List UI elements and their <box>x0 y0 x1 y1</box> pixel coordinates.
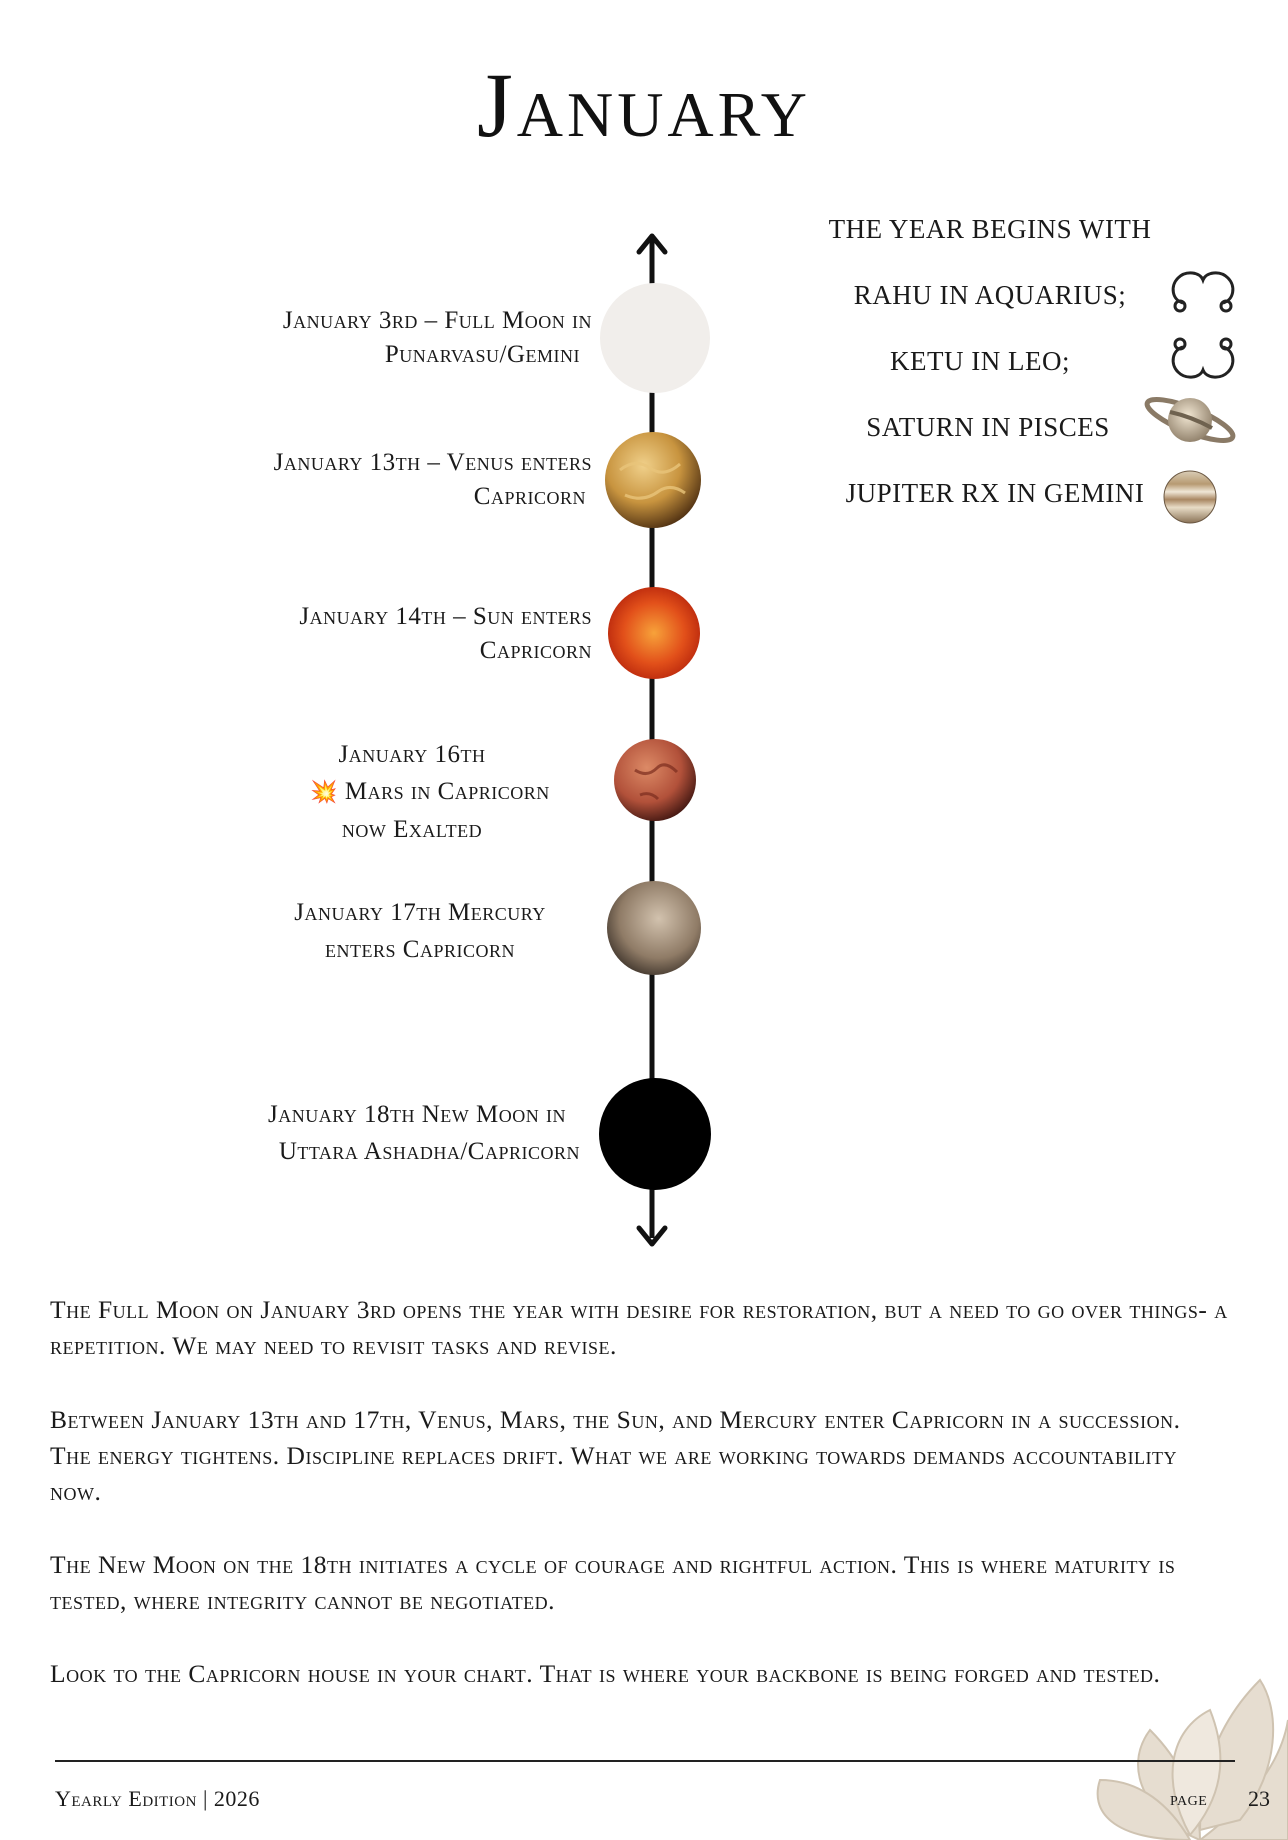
rahu-position: RAHU IN AQUARIUS; <box>853 280 1127 310</box>
paragraph-capricorn-succession: Between January 13th and 17th, Venus, Mars, the Sun, and Mercury enter Capricorn in a succession. The energy tightens. Discipline replaces drift. What we are working towards demands accountability now. <box>50 1405 1181 1506</box>
year-begins-heading: THE YEAR BEGINS WITH <box>828 214 1152 244</box>
full-moon-icon <box>600 283 710 393</box>
paragraph-full-moon: The Full Moon on January 3rd opens the year with desire for restoration, but a need to go over things- a repetition. We may need to revisit tasks and revise. <box>50 1295 1228 1360</box>
sun-icon <box>608 587 700 679</box>
paragraph-new-moon: The New Moon on the 18th initiates a cycle of courage and rightful action. This is where maturity is tested, where integrity cannot be negotiated. <box>50 1550 1176 1615</box>
event-sun-label: January 14th – Sun enters Capricorn <box>299 603 592 664</box>
event-venus-label: January 13th – Venus enters Capricorn <box>273 449 592 510</box>
mars-icon <box>614 739 696 821</box>
jupiter-icon <box>1164 471 1216 523</box>
ketu-position: KETU IN LEO; <box>890 346 1070 376</box>
footer-page-label: page <box>1170 1788 1208 1810</box>
paragraph-capricorn-house: Look to the Capricorn house in your chart. That is where your backbone is being forged and tested. <box>50 1659 1161 1688</box>
footer-edition: Yearly Edition | 2026 <box>55 1786 260 1811</box>
footer-divider <box>55 1760 1235 1762</box>
event-new-moon-label: January 18th New Moon in Uttara Ashadha/Capricorn <box>268 1101 580 1165</box>
venus-icon <box>605 432 701 528</box>
ketu-south-node-icon <box>1173 339 1233 377</box>
page-title: January <box>476 54 812 156</box>
new-moon-icon <box>599 1078 711 1190</box>
mercury-icon <box>607 881 701 975</box>
footer-page-number: 23 <box>1248 1786 1270 1811</box>
jupiter-position: JUPITER RX IN GEMINI <box>845 478 1145 508</box>
event-mars-label: January 16th 💥 Mars in Capricorn now Exalted <box>310 741 550 843</box>
explosion-icon: 💥 <box>310 780 339 805</box>
event-full-moon-label: January 3rd – Full Moon in Punarvasu/Gemini <box>282 307 592 368</box>
saturn-position: SATURN IN PISCES <box>866 412 1110 442</box>
rahu-north-node-icon <box>1173 273 1233 311</box>
event-mercury-label: January 17th Mercury enters Capricorn <box>294 899 546 963</box>
